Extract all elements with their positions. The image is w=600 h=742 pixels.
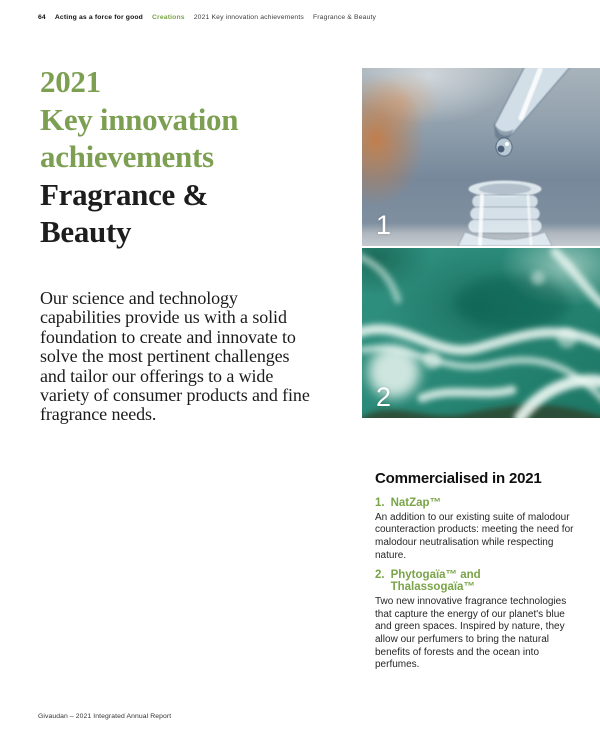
innovation-item-name: Phytogaïa™ and Thalassogaïa™ bbox=[390, 568, 481, 594]
ocean-foam-illustration bbox=[362, 248, 600, 418]
pipette-bottle-illustration bbox=[362, 68, 600, 246]
innovation-item-description: Two new innovative fragrance technologies that capture the energy of our planet's blue and green spaces. Inspired by nature, they allow our perfumers to bring the natural benefits of forests and the ocean into perfumes. bbox=[375, 595, 567, 671]
bottle-icon bbox=[458, 180, 552, 246]
photo-ocean-waves bbox=[362, 248, 600, 418]
breadcrumb-chapter: 2021 Key innovation achievements bbox=[193, 14, 304, 21]
title-year: 2021 bbox=[40, 64, 101, 99]
innovation-item-number: 1. bbox=[375, 497, 385, 509]
innovation-item-name: NatZap™ bbox=[390, 497, 442, 509]
title-line-key-innovation: Key innovation bbox=[40, 101, 239, 137]
innovation-item-title bbox=[375, 497, 575, 510]
page-title bbox=[40, 63, 238, 251]
title-line-fragrance: Fragrance & bbox=[40, 176, 208, 212]
commercialised-heading: Commercialised in 2021 bbox=[375, 470, 542, 487]
photo-pipette-bottle bbox=[362, 68, 600, 246]
page-number: 64 bbox=[38, 14, 46, 21]
image-number-overlay: 2 bbox=[376, 382, 392, 412]
intro-paragraph: Our science and technology capabilities provide us with a solid foundation to create and innovate to solve the most pertinent challenges and tailor our offerings to a wide variety of consumer products and fine fragrance needs. bbox=[40, 288, 310, 425]
innovation-item-number: 2. bbox=[375, 568, 385, 581]
breadcrumb-subchapter: Fragrance & Beauty bbox=[312, 14, 377, 21]
droplet-icon bbox=[496, 138, 512, 156]
title-line-beauty: Beauty bbox=[40, 214, 132, 249]
innovation-item-title bbox=[375, 569, 575, 594]
footer-report-title: Givaudan – 2021 Integrated Annual Report bbox=[38, 713, 172, 720]
title-line-achievements: achievements bbox=[40, 139, 214, 174]
breadcrumb-section: Acting as a force for good bbox=[54, 14, 143, 21]
commercialised-section bbox=[375, 470, 575, 672]
breadcrumb bbox=[38, 14, 376, 21]
innovation-item-natzap bbox=[375, 497, 575, 563]
innovation-item-phytogaia bbox=[375, 569, 575, 673]
innovation-item-description: An addition to our existing suite of malodour counteraction products: meeting the need for malodour neutralisation while respecting nature. bbox=[375, 511, 574, 561]
image-number-overlay: 1 bbox=[376, 210, 392, 240]
pipette-icon bbox=[494, 68, 571, 141]
breadcrumb-division: Creations bbox=[152, 14, 185, 21]
foam-swirls bbox=[362, 252, 600, 418]
